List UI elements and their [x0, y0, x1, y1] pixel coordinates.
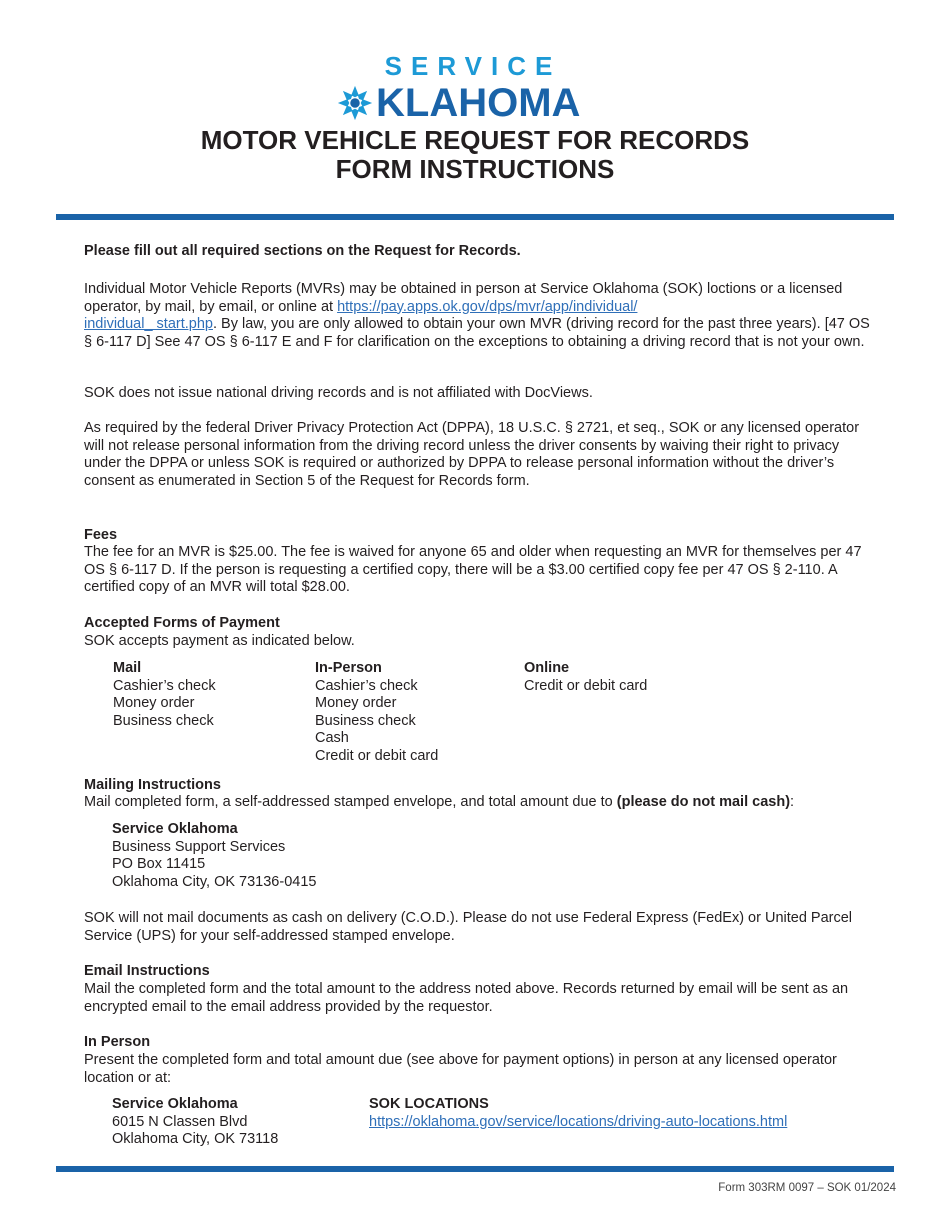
intro-paragraph-1	[84, 281, 874, 351]
payment-intro: SOK accepts payment as indicated below.	[84, 633, 355, 649]
mailing-address-line: Service Oklahoma	[112, 821, 238, 837]
fees-text: The fee for an MVR is $25.00. The fee is waived for anyone 65 and older when requesting an MVR for themselves per 47 OS § 6-117 D. If the person is requesting a certified copy, there will be a $3.00 certified copy fee per 47 OS § 2-110. A certified copy of an MVR will total $28.00.	[84, 544, 862, 596]
sok-locations-title: SOK LOCATIONS	[369, 1096, 489, 1112]
mailing-heading: Mailing Instructions	[84, 777, 221, 793]
mailing-address-line: Oklahoma City, OK 73136-0415	[112, 873, 317, 890]
email-text: Mail the completed form and the total amount to the address noted above. Records returned by email will be sent as an encrypted email to the email address provided by the requestor.	[84, 981, 849, 1015]
logo-star-icon	[336, 84, 374, 122]
mvr-online-link-cont[interactable]: individual_ start.php	[84, 316, 213, 333]
payment-in-person-item: Money order	[315, 695, 397, 712]
payment-mail-title: Mail	[113, 660, 142, 676]
intro-paragraph-2: SOK does not issue national driving records and is not affiliated with DocViews.	[84, 385, 593, 401]
in-person-heading: In Person	[84, 1034, 151, 1050]
form-id: Form 303RM 0097 – SOK 01/2024	[718, 1182, 896, 1194]
payment-heading: Accepted Forms of Payment	[84, 615, 280, 631]
logo-service-text: SERVICE	[384, 51, 562, 81]
mailing-address	[112, 821, 316, 891]
payment-in-person-title: In-Person	[315, 660, 382, 676]
intro-paragraph-3: As required by the federal Driver Privacy Protection Act (DPPA), 18 U.S.C. § 2721, et seq., SOK or any licensed operator will not release personal information from the driving record unless the driver consents by waiving their right to privacy under the DPPA or unless SOK is required or authorized by DPPA to release personal information without the driver’s consent as enumerated in Section 5 of the Request for Records form.	[84, 420, 860, 489]
mailing-note: SOK will not mail documents as cash on delivery (C.O.D.). Please do not use Federal Express (FedEx) or United Parcel Service (UPS) for your self-addressed stamped envelope.	[84, 910, 853, 944]
page-title-line1: MOTOR VEHICLE REQUEST FOR RECORDS	[200, 125, 750, 155]
mailing-text-bold: (please do not mail cash)	[616, 794, 791, 810]
sok-locations	[369, 1096, 787, 1131]
mvr-online-link[interactable]: https://pay.apps.ok.gov/dps/mvr/app/individual/	[337, 298, 638, 315]
intro-bold-line: Please fill out all required sections on the Request for Records.	[84, 243, 521, 259]
logo-name-text: KLAHOMA	[376, 81, 581, 125]
payment-online-item: Credit or debit card	[524, 677, 648, 694]
payment-in-person-item: Cashier’s check	[315, 677, 418, 694]
payment-online-title: Online	[524, 660, 570, 676]
top-divider	[56, 214, 894, 220]
payment-in-person-item: Business check	[315, 712, 416, 729]
payment-mail-item: Business check	[113, 712, 214, 729]
logo	[336, 80, 580, 126]
payment-mail-column	[113, 660, 216, 730]
payment-online-column	[524, 660, 647, 695]
intro-p1-text-a: Individual Motor Vehicle Reports (MVRs) may be obtained in person at Service Oklahoma (SOK) loctions or a licensed operator, by mail, by email, or online at	[84, 281, 843, 315]
in-person-address-line: 6015 N Classen Blvd	[112, 1113, 248, 1130]
mailing-text	[84, 794, 874, 812]
payment-mail-item: Money order	[113, 695, 195, 712]
mailing-address-line: Business Support Services	[112, 838, 286, 855]
bottom-divider	[56, 1166, 894, 1172]
mailing-address-line: PO Box 11415	[112, 856, 206, 873]
payment-in-person-item: Cash	[315, 730, 349, 747]
in-person-address	[112, 1096, 278, 1149]
in-person-address-line: Service Oklahoma	[112, 1096, 238, 1112]
in-person-address-line: Oklahoma City, OK 73118	[112, 1131, 279, 1148]
payment-in-person-column	[315, 660, 438, 766]
sok-locations-link[interactable]: https://oklahoma.gov/service/locations/driving-auto-locations.html	[369, 1113, 788, 1130]
fees-heading: Fees	[84, 527, 118, 543]
email-heading: Email Instructions	[84, 963, 210, 979]
mailing-text-a: Mail completed form, a self-addressed stamped envelope, and total amount due to	[84, 794, 617, 810]
intro-p1-text-b: . By law, you are only allowed to obtain your own MVR (driving record for the past three years). [47 OS § 6-117 D] See 47 OS § 6-117 E and F for clarification on the exceptions to obtaining a driving record that is not your own.	[84, 316, 870, 350]
in-person-text: Present the completed form and total amount due (see above for payment options) in person at any licensed operator location or at:	[84, 1052, 837, 1086]
payment-mail-item: Cashier’s check	[113, 677, 216, 694]
payment-in-person-item: Credit or debit card	[315, 747, 439, 764]
page-title-line2: FORM INSTRUCTIONS	[335, 154, 615, 184]
mailing-text-b: :	[790, 794, 795, 810]
